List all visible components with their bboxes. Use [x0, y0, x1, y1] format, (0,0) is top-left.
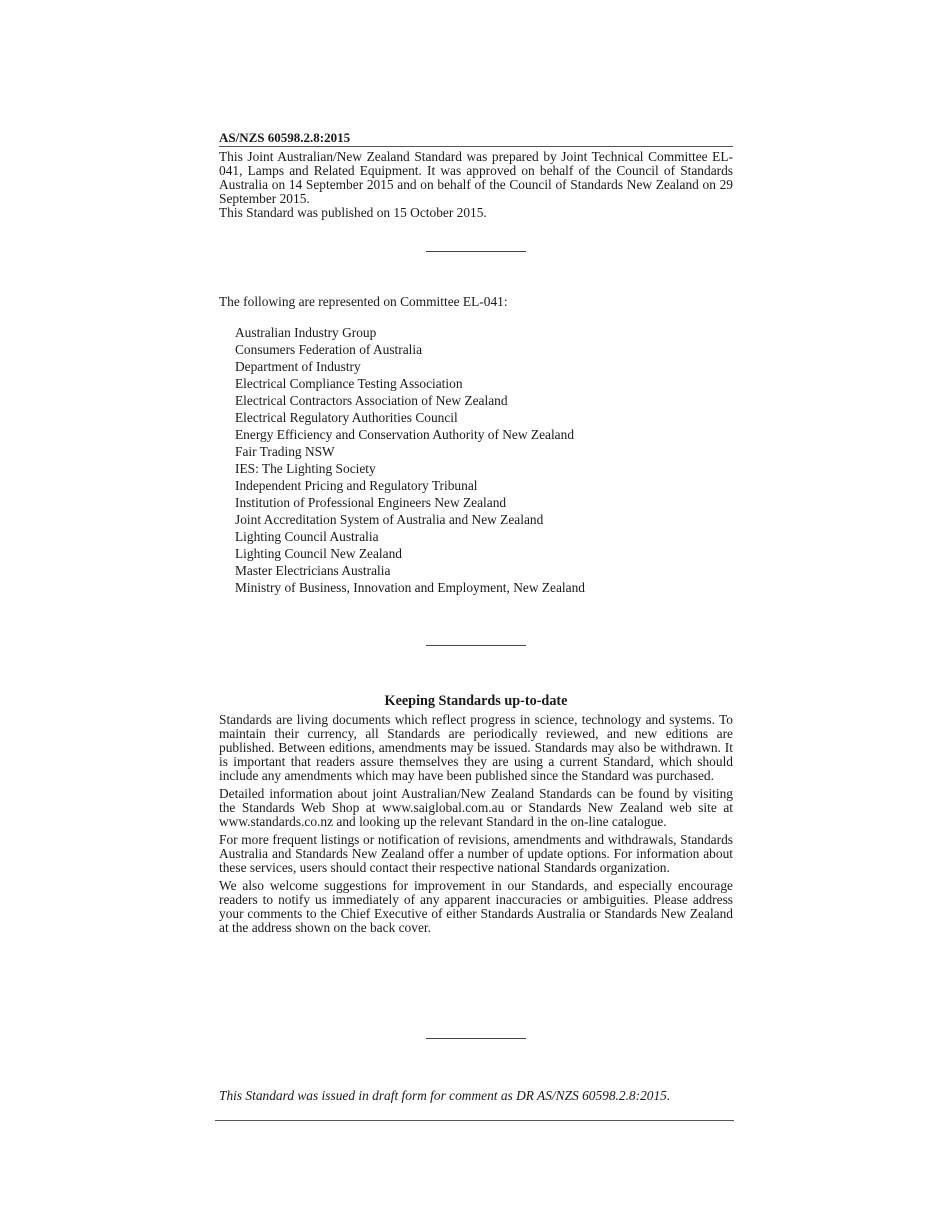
committee-member: Electrical Contractors Association of New Zealand — [235, 393, 508, 408]
footer-rule — [215, 1120, 734, 1121]
committee-member: Department of Industry — [235, 359, 361, 374]
keeping-standards-section — [219, 693, 733, 939]
committee-member: Lighting Council New Zealand — [235, 546, 402, 561]
committee-member: Joint Accreditation System of Australia and New Zealand — [235, 512, 544, 527]
committee-member: Institution of Professional Engineers New Zealand — [235, 495, 507, 510]
body-paragraph: Detailed information about joint Australian/New Zealand Standards can be found by visiting the Standards Web Shop at www.saiglobal.com.au or Standards New Zealand web site at www.standards.co.nz and looking up the relevant Standard in the on-line catalogue. — [219, 786, 733, 829]
committee-member: IES: The Lighting Society — [235, 461, 376, 476]
committee-member: Electrical Compliance Testing Association — [235, 376, 463, 391]
committee-member: Lighting Council Australia — [235, 529, 379, 544]
document-id: AS/NZS 60598.2.8:2015 — [219, 130, 733, 147]
section-divider — [426, 645, 526, 646]
section-divider — [426, 251, 526, 252]
committee-member: Energy Efficiency and Conservation Authority of New Zealand — [235, 427, 575, 442]
draft-note: This Standard was issued in draft form for comment as DR AS/NZS 60598.2.8:2015. — [219, 1088, 671, 1103]
committee-member: Australian Industry Group — [235, 325, 377, 340]
committee-member: Master Electricians Australia — [235, 563, 391, 578]
preparation-paragraph: This Joint Australian/New Zealand Standard was prepared by Joint Technical Committee EL-041, Lamps and Related Equipment. It was approved on behalf of the Council of Standards Australia on 14 September 2015 and on behalf of the Council of Standards New Zealand on 29 September 2015. — [219, 149, 733, 206]
committee-member-list — [235, 324, 585, 596]
document-page — [219, 130, 733, 1103]
section-divider — [426, 1038, 526, 1039]
body-paragraph: Standards are living documents which reflect progress in science, technology and systems. To maintain their currency, all Standards are periodically reviewed, and new editions are published. Between editions, amendments may be issued. Standards may also be withdrawn. It is important that readers assure themselves they are using a current Standard, which should include any amendments which may have been published since the Standard was purchased. — [219, 712, 733, 783]
committee-member: Independent Pricing and Regulatory Tribunal — [235, 478, 478, 493]
committee-member: Fair Trading NSW — [235, 444, 335, 459]
committee-intro: The following are represented on Committee EL-041: — [219, 294, 508, 309]
body-paragraph: For more frequent listings or notification of revisions, amendments and withdrawals, Standards Australia and Standards New Zealand offer a number of update options. For information about these services, users should contact their respective national Standards organization. — [219, 832, 733, 875]
committee-member: Electrical Regulatory Authorities Council — [235, 410, 458, 425]
body-paragraph: We also welcome suggestions for improvement in our Standards, and especially encourage readers to notify us immediately of any apparent inaccuracies or ambiguities. Please address your comments to the Chief Executive of either Standards Australia or Standards New Zealand at the address shown on the back cover. — [219, 878, 733, 935]
section-heading: Keeping Standards up-to-date — [384, 693, 568, 709]
committee-member: Consumers Federation of Australia — [235, 342, 423, 357]
committee-member: Ministry of Business, Innovation and Employment, New Zealand — [235, 580, 585, 595]
publication-date-line: This Standard was published on 15 October 2015. — [219, 205, 487, 220]
